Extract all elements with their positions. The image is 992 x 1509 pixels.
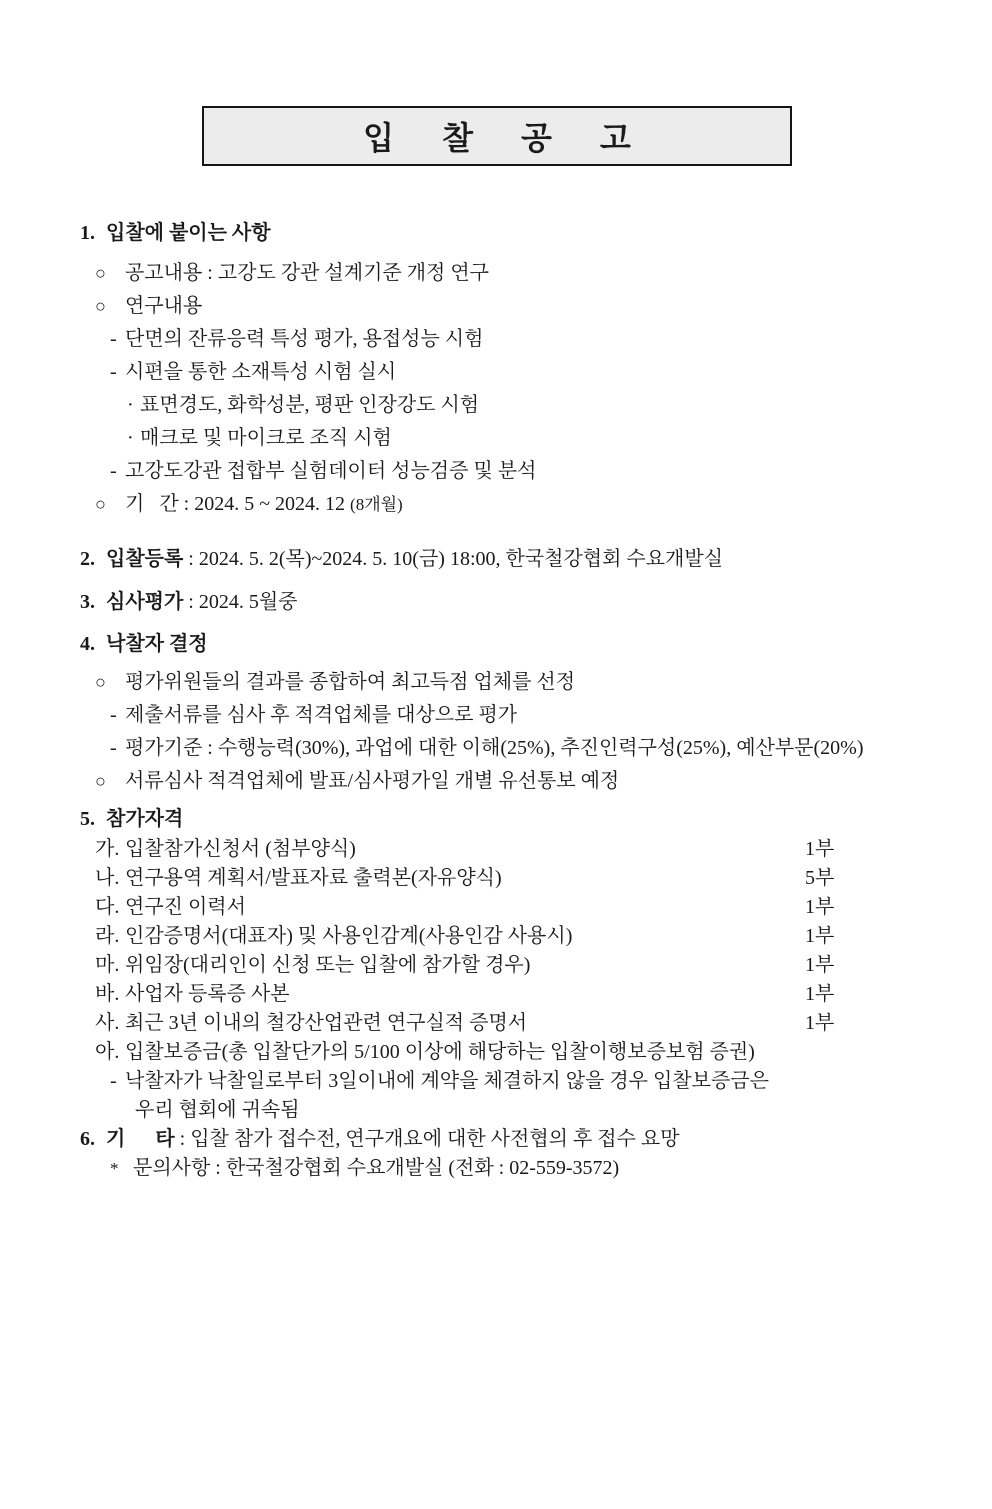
section-heading-label: 낙찰자 결정: [106, 633, 208, 655]
bullet-marker: 마.: [95, 954, 125, 976]
section-number: 6.: [80, 1128, 100, 1150]
line-text: 서류심사 적격업체에 발표/심사평가일 개별 유선통보 예정: [125, 770, 620, 792]
bullet-marker: ·: [127, 394, 139, 416]
line-text: 입찰보증금(총 입찰단가의 5/100 이상에 해당하는 입찰이행보증보험 증권): [125, 1041, 755, 1063]
line-text-small: (8개월): [350, 495, 403, 514]
document-title: 입 찰 공 고: [363, 120, 651, 156]
title-box: [202, 106, 792, 166]
line-text: 시편을 통한 소재특성 시험 실시: [125, 361, 397, 383]
bullet-marker: 바.: [95, 983, 125, 1005]
copy-count: 1부: [805, 954, 835, 976]
copy-count: 1부: [805, 983, 835, 1005]
document-line: [0, 1154, 992, 1183]
line-text: 공고내용 : 고강도 강관 설계기준 개정 연구: [125, 262, 489, 284]
section-heading-label: 심사평가: [106, 591, 184, 613]
line-text: 연구용역 계획서/발표자료 출력본(자유양식): [125, 867, 502, 889]
document-line: [0, 864, 992, 893]
document-line: [0, 1038, 992, 1067]
section-2: [0, 543, 992, 576]
bullet-marker: *: [110, 1159, 123, 1178]
section-number: 3.: [80, 591, 100, 613]
bullet-marker: 다.: [95, 896, 125, 918]
line-text: 연구내용: [125, 295, 203, 317]
bullet-marker: ○: [95, 263, 111, 283]
document-line: [0, 1067, 992, 1096]
bullet-marker: ○: [95, 771, 111, 791]
section-4: [0, 628, 992, 798]
section-6-heading: [0, 1125, 992, 1154]
bullet-marker: 나.: [95, 867, 125, 889]
line-text: 사업자 등록증 사본: [125, 983, 290, 1005]
line-text: 평가기준 : 수행능력(30%), 과업에 대한 이해(25%), 추진인력구성(25%), 예산부문(20%): [125, 737, 864, 759]
bullet-marker: ○: [95, 494, 111, 514]
section-number: 4.: [80, 633, 100, 655]
section-4-heading: [0, 628, 992, 661]
document-line: [0, 455, 992, 488]
document-line: [0, 732, 992, 765]
line-text: 표면경도, 화학성분, 평판 인장강도 시험: [140, 394, 480, 416]
copy-count: 1부: [805, 925, 835, 947]
bullet-marker: 가.: [95, 838, 125, 860]
document-line: [0, 765, 992, 798]
line-text: 입찰참가신청서 (첨부양식): [125, 838, 356, 860]
line-text: 위임장(대리인이 신청 또는 입찰에 참가할 경우): [125, 954, 531, 976]
line-text: 기 간 : 2024. 5 ~ 2024. 12: [125, 493, 351, 515]
bullet-marker: 아.: [95, 1041, 125, 1063]
section-2-heading: [0, 543, 992, 576]
section-heading-label: 입찰등록: [106, 548, 184, 570]
copy-count: 1부: [805, 838, 835, 860]
line-text: 단면의 잔류응력 특성 평가, 용접성능 시험: [125, 328, 484, 350]
bullet-marker: ○: [95, 672, 111, 692]
document-line: [0, 323, 992, 356]
bullet-marker: 사.: [95, 1012, 125, 1034]
line-text: 문의사항 : 한국철강협회 수요개발실 (전화 : 02-559-3572): [133, 1157, 620, 1179]
section-5-heading: [0, 803, 992, 835]
bullet-marker: ○: [95, 296, 111, 316]
section-1-heading: [0, 217, 992, 250]
line-text: 최근 3년 이내의 철강산업관련 연구실적 증명서: [125, 1012, 528, 1034]
section-heading-label: 입찰에 붙이는 사항: [106, 222, 271, 244]
copy-count: 5부: [805, 867, 835, 889]
line-text: 인감증명서(대표자) 및 사용인감계(사용인감 사용시): [125, 925, 573, 947]
line-text: 평가위원들의 결과를 종합하여 최고득점 업체를 선정: [125, 671, 576, 693]
document-line: [0, 356, 992, 389]
section-heading-label: 참가자격: [106, 808, 184, 830]
section-number: 5.: [80, 808, 100, 830]
section-3: [0, 586, 992, 619]
section-number: 1.: [80, 222, 100, 244]
line-text: 낙찰자가 낙찰일로부터 3일이내에 계약을 체결하지 않을 경우 입찰보증금은: [125, 1070, 769, 1092]
copy-count: 1부: [805, 896, 835, 918]
line-text: 매크로 및 마이크로 조직 시험: [140, 427, 392, 449]
bullet-marker: -: [110, 361, 122, 383]
document-line: [0, 951, 992, 980]
document-line: [0, 699, 992, 732]
line-text: 우리 협회에 귀속됨: [135, 1099, 300, 1121]
copy-count: 1부: [805, 1012, 835, 1034]
document-line: [0, 893, 992, 922]
document-line: [0, 835, 992, 864]
document-line: [0, 922, 992, 951]
bullet-marker: -: [110, 460, 122, 482]
section-heading-text: : 입찰 참가 접수전, 연구개요에 대한 사전협의 후 접수 요망: [174, 1128, 680, 1150]
section-heading-text: : 2024. 5월중: [183, 591, 298, 613]
bullet-marker: -: [110, 737, 122, 759]
document-page: [0, 106, 992, 1509]
document-line: [0, 422, 992, 455]
line-text: 고강도강관 접합부 실험데이터 성능검증 및 분석: [125, 460, 537, 482]
section-heading-text: : 2024. 5. 2(목)~2024. 5. 10(금) 18:00, 한국철강협회 수요개발실: [183, 548, 724, 570]
bullet-marker: -: [110, 328, 122, 350]
document-line: [0, 257, 992, 290]
document-line: [0, 389, 992, 422]
section-1: [0, 217, 992, 521]
document-line: [0, 290, 992, 323]
line-text: 제출서류를 심사 후 적격업체를 대상으로 평가: [125, 704, 518, 726]
line-text: 연구진 이력서: [125, 896, 246, 918]
bullet-marker: -: [110, 704, 122, 726]
section-3-heading: [0, 586, 992, 619]
document-line: [0, 1096, 992, 1125]
bullet-marker: 라.: [95, 925, 125, 947]
document-line: [0, 666, 992, 699]
section-6: [0, 1125, 992, 1183]
section-5: [0, 803, 992, 1125]
document-body: [0, 217, 992, 1183]
document-line: [0, 980, 992, 1009]
section-number: 2.: [80, 548, 100, 570]
bullet-marker: ·: [127, 427, 139, 449]
bullet-marker: -: [110, 1070, 122, 1092]
section-heading-label: 기 타: [106, 1128, 175, 1150]
document-line: [0, 488, 992, 521]
document-line: [0, 1009, 992, 1038]
